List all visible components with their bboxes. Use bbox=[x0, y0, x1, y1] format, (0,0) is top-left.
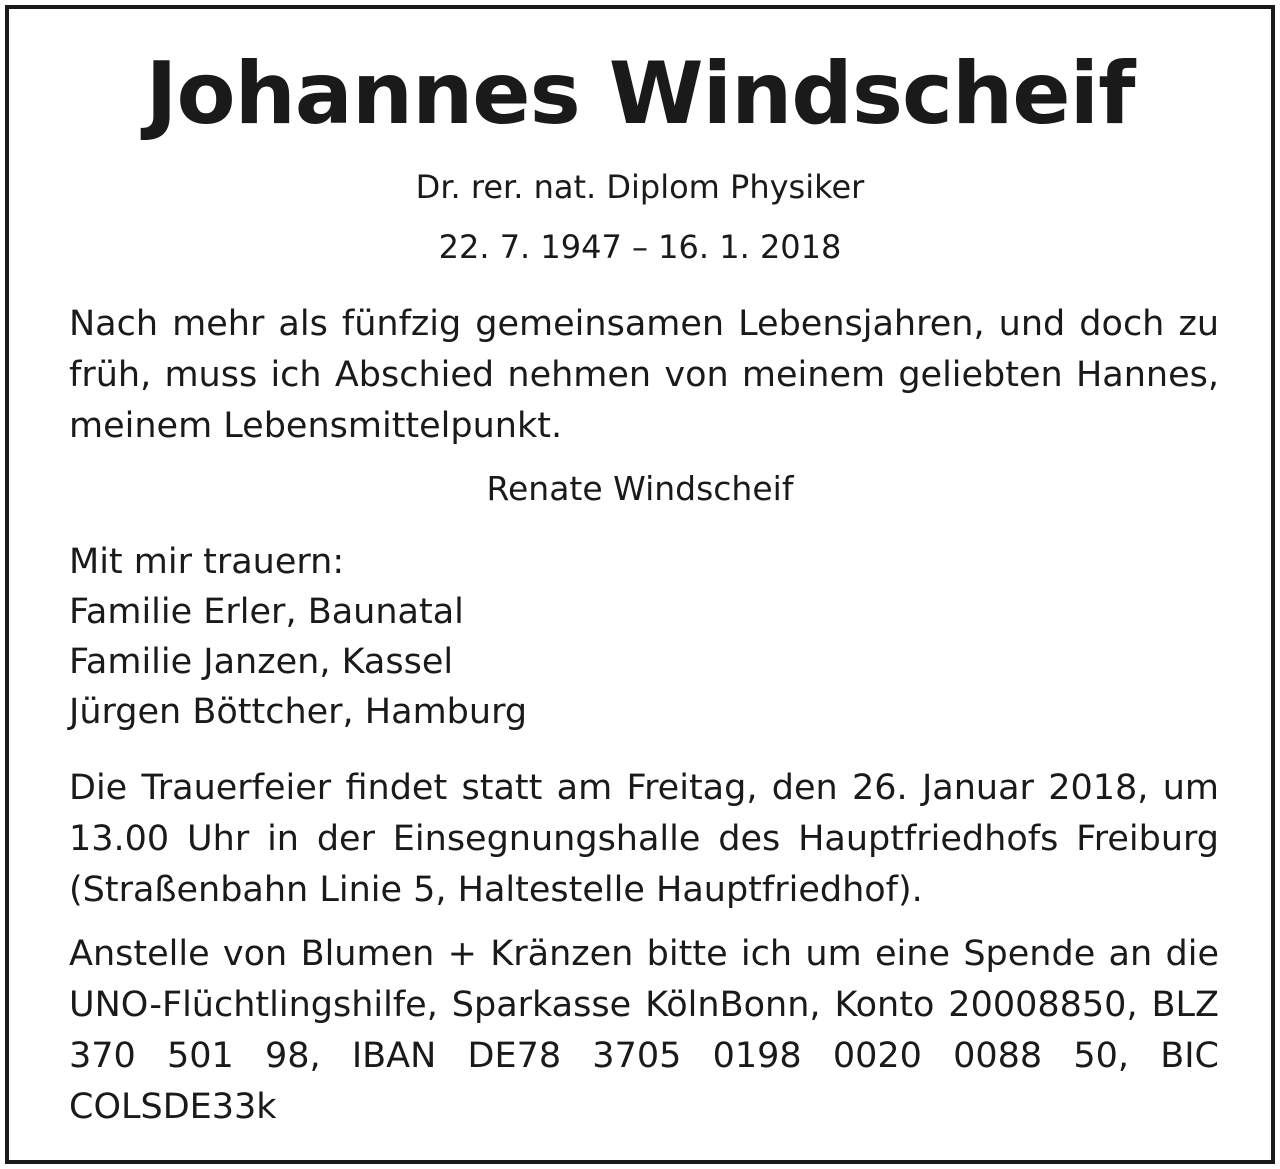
academic-title: Dr. rer. nat. Diplom Physiker bbox=[415, 168, 865, 206]
mourner-item: Familie Erler, Baunatal bbox=[69, 592, 464, 632]
obituary-notice bbox=[5, 5, 1275, 1164]
ceremony-text: Die Trauerfeier findet statt am Freitag, den 26. Januar 2018, um 13.00 Uhr in der Einsegnungshalle des Hauptfriedhofs Freiburg (Straßenbahn Linie 5, Haltestelle Hauptfriedhof). bbox=[69, 768, 1219, 910]
donation-text: Anstelle von Blumen + Kränzen bitte ich um eine Spende an die UNO-Flüchtlingshilfe, Sparkasse KölnBonn, Konto 20008850, BLZ 370 501 98, IBAN DE78 3705 0198 0020 0088 50, BIC COLSDE33k bbox=[69, 934, 1219, 1127]
mourners-list bbox=[69, 537, 527, 737]
signer-name: Renate Windscheif bbox=[486, 469, 794, 508]
deceased-name: Johannes Windscheif bbox=[145, 44, 1135, 144]
mourner-item: Familie Janzen, Kassel bbox=[69, 642, 454, 682]
mourner-item: Jürgen Böttcher, Hamburg bbox=[69, 692, 528, 732]
farewell-text: Nach mehr als fünfzig gemeinsamen Lebensjahren, und doch zu früh, muss ich Abschied nehmen von meinem geliebten Hannes, meinem Lebensmittelpunkt. bbox=[69, 304, 1219, 446]
life-dates: 22. 7. 1947 – 16. 1. 2018 bbox=[438, 228, 842, 266]
mourners-heading: Mit mir trauern: bbox=[69, 542, 345, 582]
